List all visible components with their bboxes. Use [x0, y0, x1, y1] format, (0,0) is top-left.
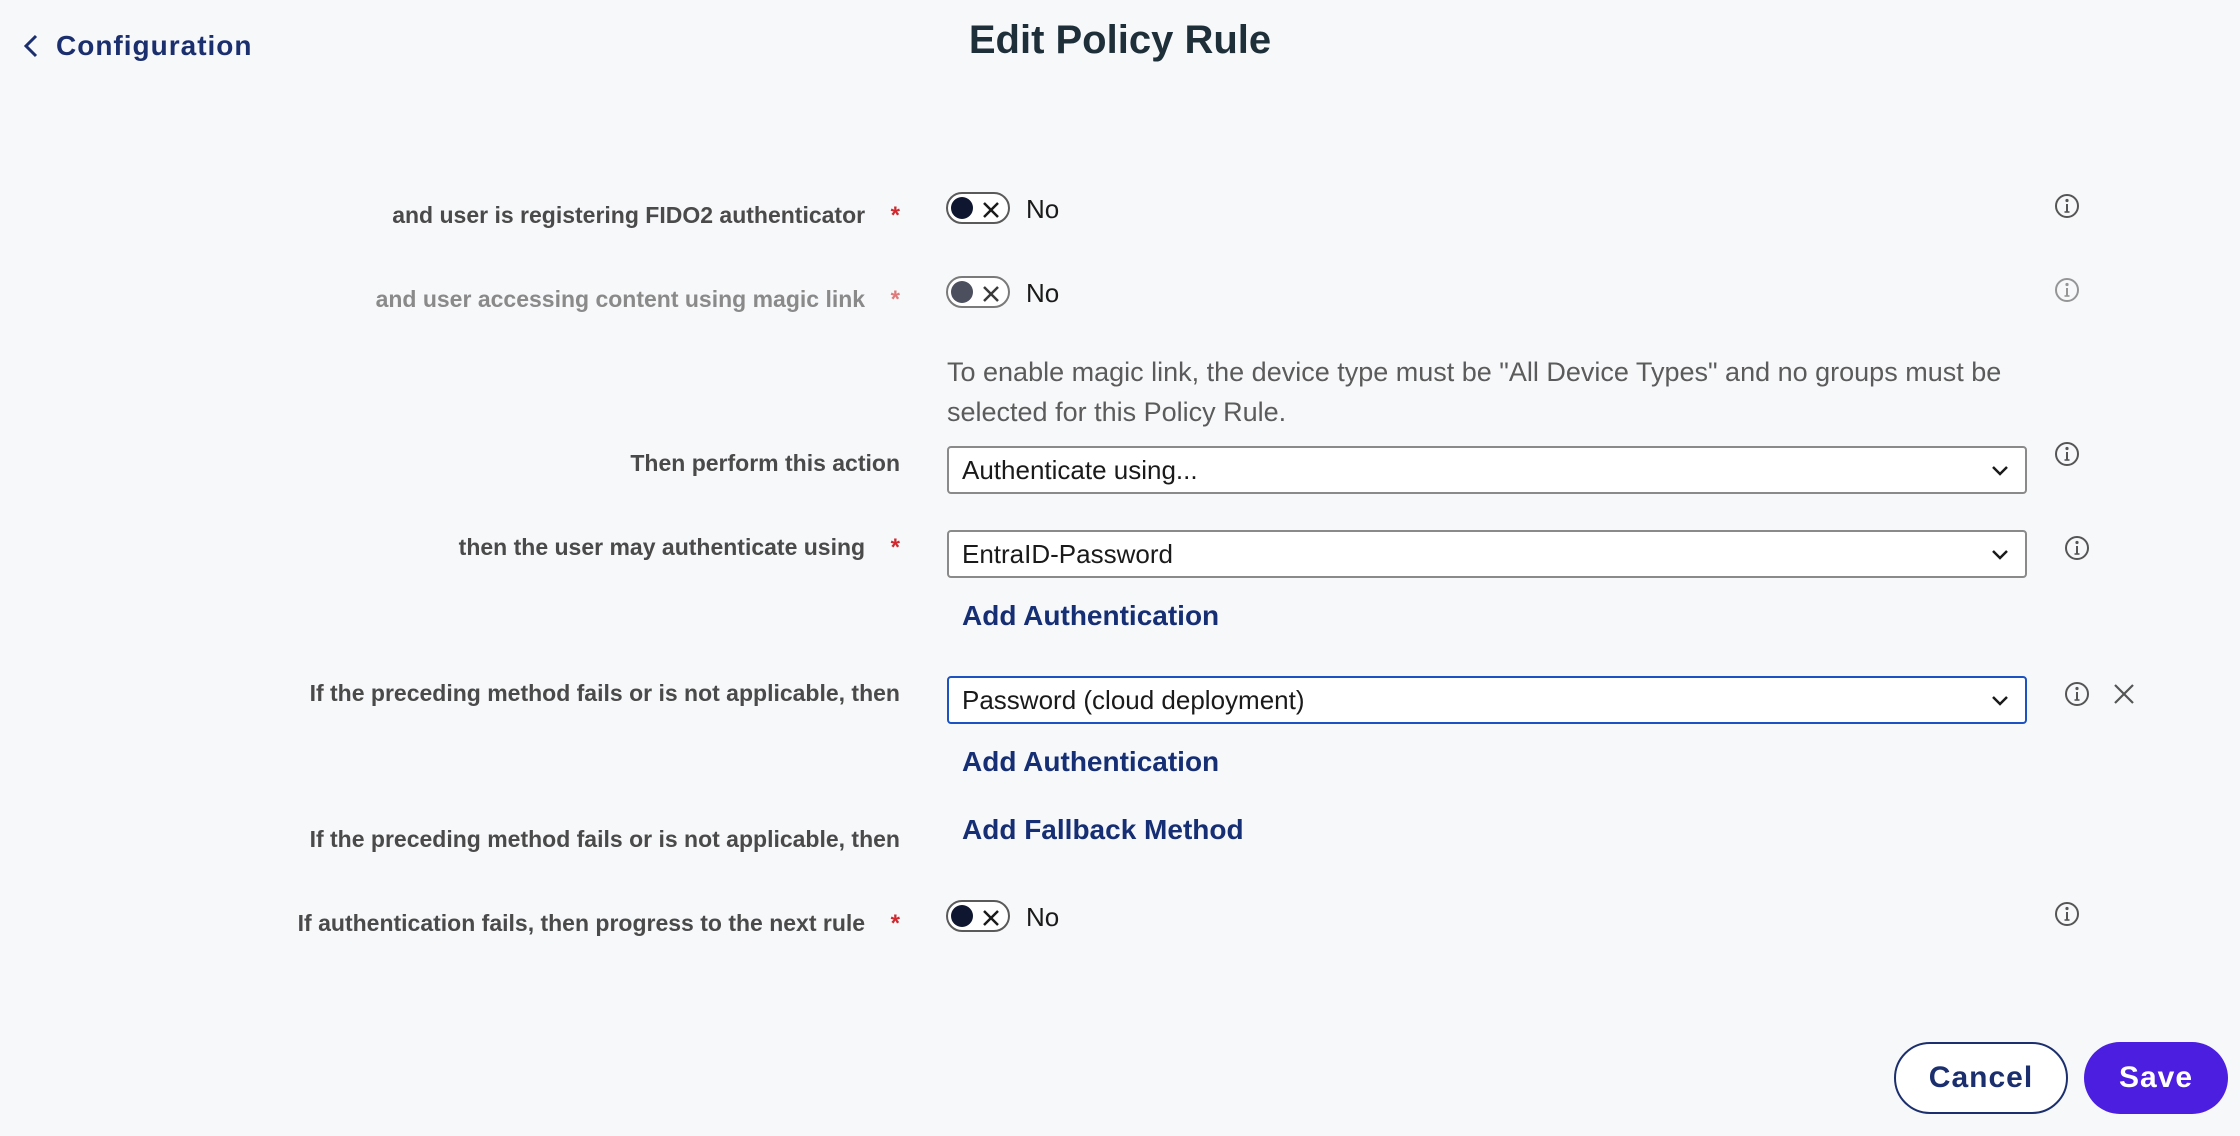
fallback-method-select[interactable]: [947, 676, 2027, 724]
fallback-label: If the preceding method fails or is not applicable, then: [309, 826, 900, 852]
remove-fallback-close-icon[interactable]: [2110, 680, 2138, 708]
fido2-toggle-value: No: [1026, 194, 1060, 224]
authenticate-using-select-value: EntraID-Password: [962, 538, 1173, 569]
required-asterisk: *: [890, 286, 900, 313]
authenticate-using-select[interactable]: [947, 530, 2027, 578]
progress-next-rule-label: [298, 910, 900, 938]
action-select-value: Authenticate using...: [962, 454, 1198, 485]
fido2-toggle[interactable]: [946, 192, 1010, 224]
add-fallback-method-link[interactable]: Add Fallback Method: [962, 814, 1244, 845]
chevron-down-icon: [1989, 546, 2011, 564]
magic-link-toggle[interactable]: [946, 276, 1010, 308]
info-icon[interactable]: [2054, 901, 2080, 927]
required-asterisk: *: [890, 202, 900, 229]
add-authentication-link[interactable]: Add Authentication: [962, 746, 1220, 777]
toggle-knob: [951, 281, 973, 303]
progress-next-rule-toggle-value: No: [1026, 902, 1060, 932]
progress-next-rule-label-text: If authentication fails, then progress to the next rule: [297, 910, 866, 936]
info-icon[interactable]: [2054, 277, 2080, 303]
action-label: Then perform this action: [630, 450, 900, 476]
x-icon: [980, 907, 1002, 929]
toggle-knob: [951, 905, 973, 927]
cancel-button[interactable]: Cancel: [1894, 1042, 2068, 1114]
required-asterisk: *: [890, 534, 900, 561]
fido2-label-text: and user is registering FIDO2 authenticator: [392, 202, 866, 228]
toggle-knob: [951, 197, 973, 219]
info-icon[interactable]: [2054, 193, 2080, 219]
info-icon[interactable]: [2064, 535, 2090, 561]
magic-link-label-text: and user accessing content using magic link: [375, 286, 866, 312]
progress-next-rule-toggle[interactable]: [946, 900, 1010, 932]
required-asterisk: *: [890, 910, 900, 937]
magic-link-label: [376, 286, 900, 314]
authenticate-using-label: [459, 534, 900, 562]
action-select[interactable]: [947, 446, 2027, 494]
magic-link-helper-text: To enable magic link, the device type must be "All Device Types" and no groups must be selected for this Policy Rule.: [947, 357, 2002, 427]
x-icon: [980, 283, 1002, 305]
info-icon[interactable]: [2054, 441, 2080, 467]
x-icon: [980, 199, 1002, 221]
info-icon[interactable]: [2064, 681, 2090, 707]
save-button[interactable]: Save: [2084, 1042, 2228, 1114]
add-authentication-link[interactable]: Add Authentication: [962, 600, 1220, 631]
magic-link-toggle-value: No: [1026, 278, 1060, 308]
chevron-down-icon: [1989, 462, 2011, 480]
fido2-label: [392, 202, 900, 230]
back-label: Configuration: [56, 30, 253, 61]
page-title: Edit Policy Rule: [968, 18, 1272, 62]
fallback-label: If the preceding method fails or is not applicable, then: [309, 680, 900, 706]
chevron-down-icon: [1989, 692, 2011, 710]
authenticate-using-label-text: then the user may authenticate using: [458, 534, 866, 560]
fallback-method-select-value: Password (cloud deployment): [962, 684, 1305, 715]
